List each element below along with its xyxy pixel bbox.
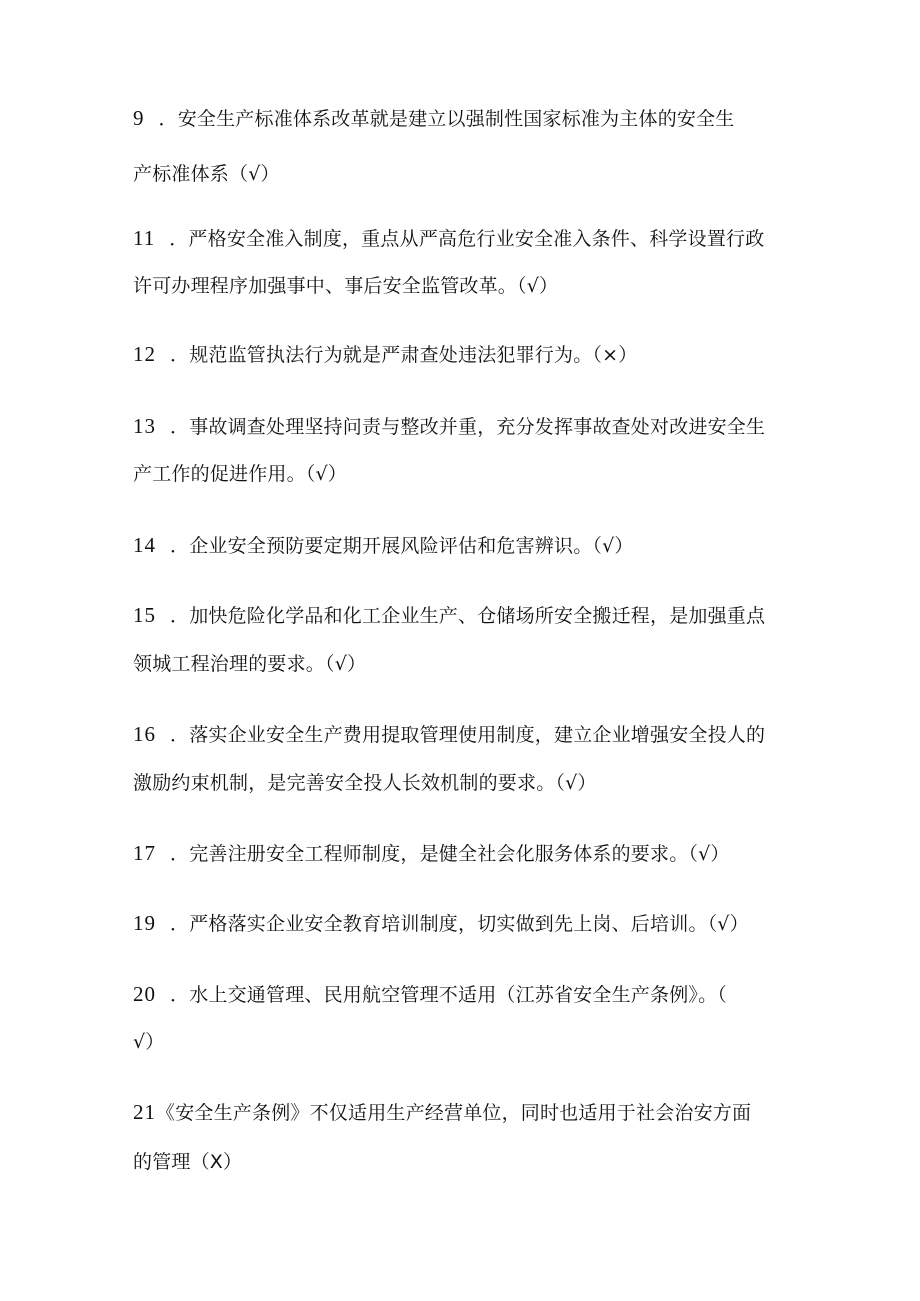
question-number: 20 xyxy=(133,982,156,1006)
question-text: ．水上交通管理、民用航空管理不适用（江苏省安全生产条例》。（ xyxy=(170,984,728,1006)
question-14-line-1 xyxy=(133,533,634,558)
question-20-line-1 xyxy=(133,982,727,1007)
question-number: 13 xyxy=(133,414,156,438)
question-number: 15 xyxy=(133,603,156,627)
question-15-line-2: 领城工程治理的要求。（√） xyxy=(133,653,367,675)
question-text: ．严格落实企业安全教育培训制度，切实做到先上岗、后培训。（√） xyxy=(170,913,749,935)
question-text: ．企业安全预防要定期开展风险评估和危害辨识。（√） xyxy=(170,535,634,557)
question-17-line-1 xyxy=(133,841,730,866)
question-text: ．加快危险化学品和化工企业生产、仓储场所安全搬迁程，是加强重点 xyxy=(170,605,766,627)
question-text: ．完善注册安全工程师制度，是健全社会化服务体系的要求。（√） xyxy=(170,843,730,865)
question-number: 12 xyxy=(133,342,156,366)
question-9-line-2: 产标准体系（√） xyxy=(133,163,280,185)
question-number: 17 xyxy=(133,841,156,865)
question-number: 16 xyxy=(133,722,156,746)
question-text: ．安全生产标准体系改革就是建立以强制性国家标准为主体的安全生 xyxy=(158,108,735,130)
question-16-line-2: 激励约束机制，是完善安全投人长效机制的要求。（√） xyxy=(133,772,597,794)
question-20-line-2: √） xyxy=(133,1031,165,1053)
question-11-line-1 xyxy=(133,226,764,251)
question-number: 14 xyxy=(133,533,156,557)
question-number: 19 xyxy=(133,911,156,935)
question-16-line-1 xyxy=(133,722,765,747)
question-12-line-1 xyxy=(133,342,637,367)
question-21-line-2: 的管理（X） xyxy=(133,1151,243,1173)
question-number: 11 xyxy=(133,226,156,250)
question-text: ．落实企业安全生产费用提取管理使用制度，建立企业增强安全投人的 xyxy=(170,724,766,746)
question-text: ．事故调查处理坚持问责与整改并重，充分发挥事故查处对改进安全生 xyxy=(170,416,766,438)
question-number: 9 xyxy=(133,106,145,130)
question-11-line-2: 许可办理程序加强事中、事后安全监管改革。（√） xyxy=(133,275,559,297)
question-text: ．规范监管执法行为就是严肃查处违法犯罪行为。（×） xyxy=(170,344,638,366)
question-21-line-1 xyxy=(133,1100,751,1125)
question-19-line-1 xyxy=(133,911,749,936)
question-text: 《安全生产条例》不仅适用生产经营单位，同时也适用于社会治安方面 xyxy=(156,1102,752,1124)
question-13-line-2: 产工作的促进作用。（√） xyxy=(133,463,348,485)
question-15-line-1 xyxy=(133,603,765,628)
question-number: 21 xyxy=(133,1100,156,1124)
question-9-line-1 xyxy=(133,106,735,131)
question-text: ．严格安全准入制度，重点从严高危行业安全准入条件、科学设置行政 xyxy=(169,228,765,250)
question-13-line-1 xyxy=(133,414,765,439)
